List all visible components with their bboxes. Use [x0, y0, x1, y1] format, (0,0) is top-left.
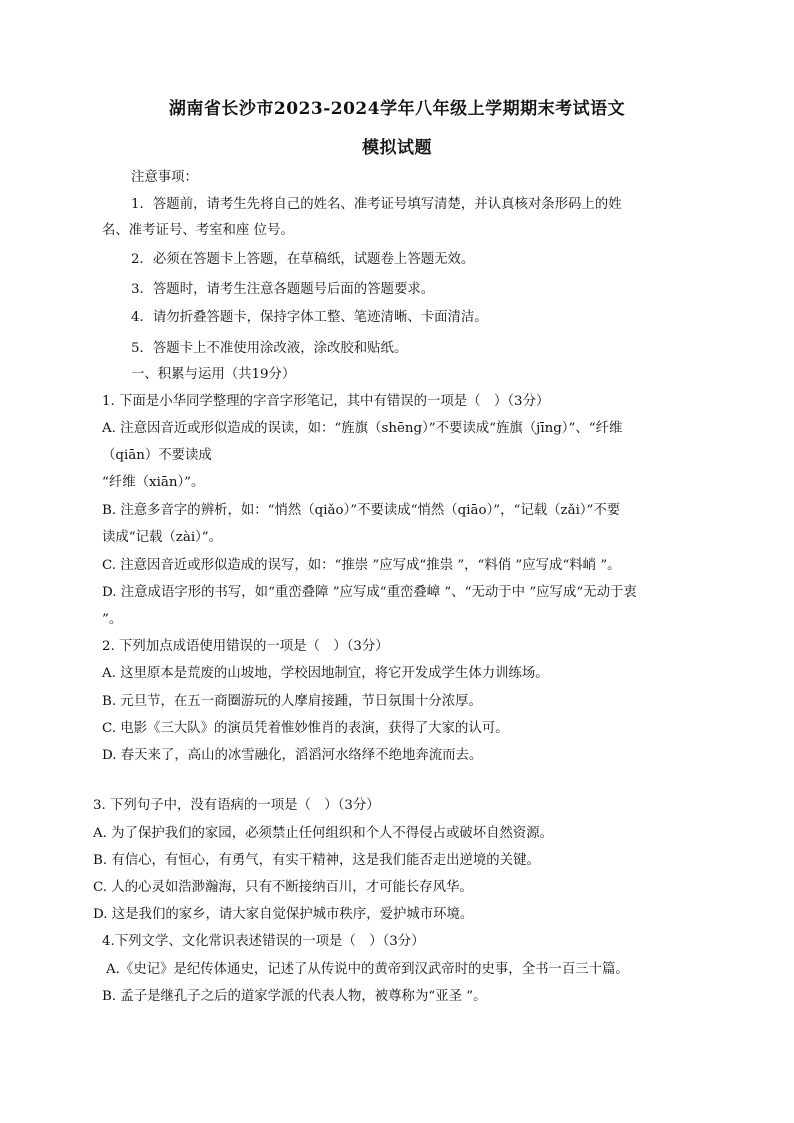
notice-item: 1．答题前，请考生先将自己的姓名、准考证号填写清楚，并认真核对条形码上的姓 [131, 197, 622, 212]
question-stem: 2. 下列加点成语使用错误的一项是（ ）（3分） [102, 639, 389, 654]
question-stem: 4.下列文学、文化常识表述错误的一项是（ ）（3分） [102, 934, 425, 949]
document-title: 湖南省长沙市2023-2024学年八年级上学期期末考试语文 [168, 99, 626, 119]
question-option: B. 元旦节，在五一商圈游玩的人摩肩接踵，节日氛围十分浓厚。 [102, 694, 482, 709]
question-option: D. 这是我们的家乡，请大家自觉保护城市秩序，爱护城市环境。 [93, 907, 474, 922]
notice-item: 4．请勿折叠答题卡，保持字体工整、笔迹清晰、卡面清洁。 [131, 310, 488, 325]
question-option: B. 有信心，有恒心，有勇气，有实干精神，这是我们能否走出逆境的关键。 [93, 853, 540, 868]
question-option: B. 注意多音字的辨析，如：“悄然（qiǎo）”不要读成“悄然（qiāo）”，“记载（zǎi）”不要 [102, 503, 621, 518]
document-subtitle: 模拟试题 [362, 138, 432, 158]
question-option: D. 春天来了，高山的冰雪融化，滔滔河水络绎不绝地奔流而去。 [102, 748, 483, 763]
question-option: C. 人的心灵如浩渺瀚海，只有不断接纳百川，才可能长存风华。 [93, 880, 473, 895]
question-option: “纤维（xiān）”。 [102, 475, 205, 490]
question-option: （qiān）不要读成 [102, 448, 212, 463]
question-stem: 3. 下列句子中，没有语病的一项是（ ）（3分） [93, 798, 380, 813]
notice-item: 5．答题卡上不准使用涂改液，涂改胶和贴纸。 [131, 341, 408, 356]
question-option: D. 注意成语字形的书写，如“重峦叠障 ”应写成“重峦叠嶂 ”、“无动于中 ”应写成“无动于衷 [102, 585, 637, 600]
question-stem: 1. 下面是小华同学整理的字音字形笔记，其中有错误的一项是（ ）（3分） [102, 394, 550, 409]
question-option: ”。 [102, 612, 123, 627]
notice-heading: 注意事项： [131, 170, 198, 185]
question-option: C. 电影《三大队》的演员凭着惟妙惟肖的表演，获得了大家的认可。 [102, 721, 509, 736]
question-option: B. 孟子是继孔子之后的道家学派的代表人物，被尊称为“亚圣 ”。 [102, 989, 487, 1004]
notice-item: 3．答题时，请考生注意各题题号后面的答题要求。 [131, 282, 435, 297]
question-option: C. 注意因音近或形似造成的误写，如：“推崇 ”应写成“推祟 ”，“料俏 ”应写成“料峭 ”。 [102, 558, 621, 573]
question-option: A. 这里原本是荒废的山坡地，学校因地制宜，将它开发成学生体力训练场。 [102, 666, 549, 681]
question-option: 读成“记载（zài）”。 [102, 530, 223, 545]
section-heading: 一、积累与运用（共19分） [131, 367, 296, 382]
notice-item: 名、准考证号、考室和座 位号。 [102, 223, 294, 238]
notice-item: 2．必须在答题卡上答题，在草稿纸，试题卷上答题无效。 [131, 252, 475, 267]
question-option: A. 注意因音近或形似造成的误读，如：“旌旗（shēng）”不要读成“旌旗（jīng）”、“纤维 [102, 421, 623, 436]
question-option: A. 为了保护我们的家园，必须禁止任何组织和个人不得侵占或破坏自然资源。 [93, 826, 554, 841]
question-option: A.《史记》是纪传体通史，记述了从传说中的黄帝到汉武帝时的史事，全书一百三十篇。 [106, 962, 629, 977]
